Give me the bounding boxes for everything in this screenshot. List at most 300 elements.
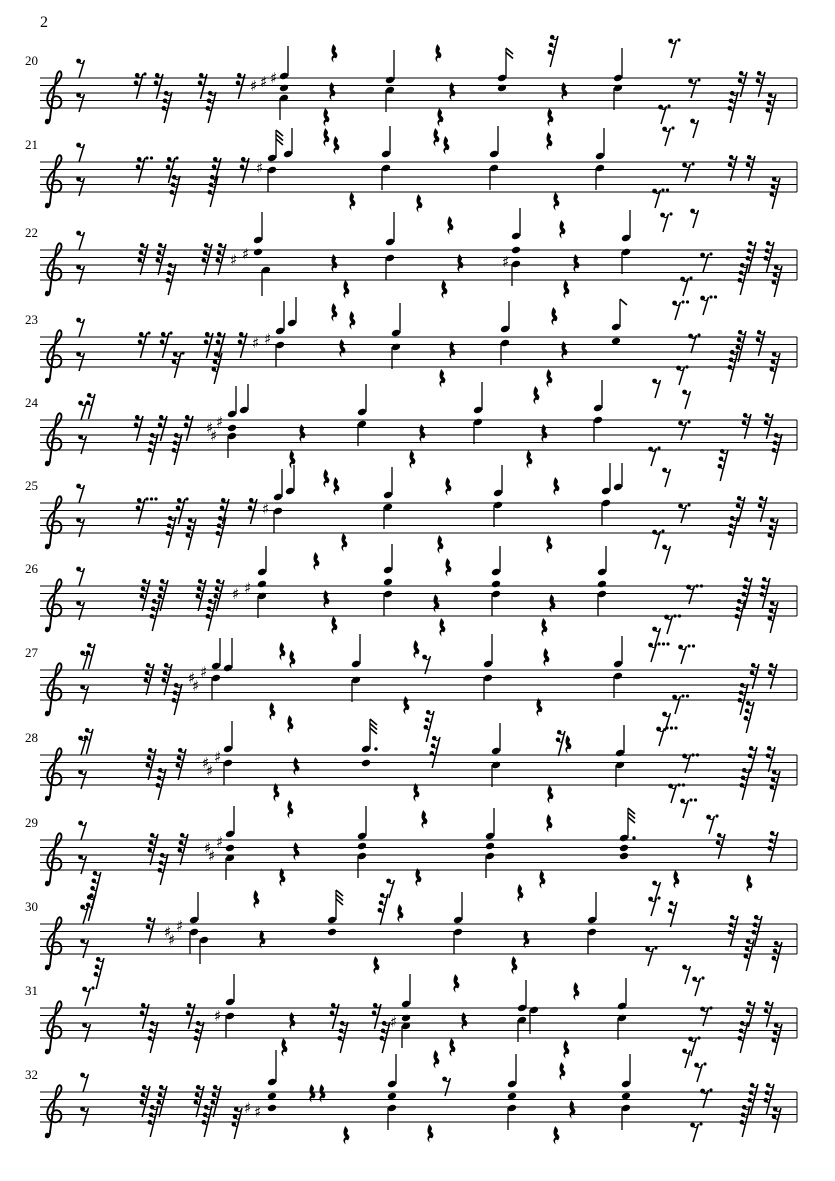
page-number: 2: [40, 14, 48, 31]
thirtysecond-rest: [144, 663, 155, 695]
quarter-rest: [437, 108, 443, 127]
thirtysecond-rest: [766, 93, 777, 125]
quarter-rest: [331, 616, 337, 635]
eighth-rest: [694, 1062, 706, 1082]
quarter-rest: [547, 108, 553, 127]
eighth-rest: [652, 379, 660, 398]
thirtysecond-rest: [206, 599, 217, 631]
sharp-accidental: ♯: [232, 585, 240, 603]
thirtysecond-rest: [138, 243, 149, 275]
thirtysecond-rest: [772, 941, 783, 973]
eighth-rest: [658, 104, 670, 124]
thirtysecond-rest: [166, 263, 177, 295]
chord: [517, 980, 527, 1042]
sixteenth-rest: [772, 1107, 781, 1133]
quarter-rest: [546, 535, 552, 554]
eighth-rest: [76, 601, 84, 620]
augmentation-dot: [169, 331, 172, 334]
sharp-accidental: ♯: [188, 669, 196, 687]
augmentation-dot: [657, 896, 660, 899]
sixteenth-rest: [140, 1003, 149, 1029]
quarter-rest: [331, 44, 337, 63]
sharp-accidental: ♯: [390, 1013, 398, 1031]
eighth-rest: [76, 265, 84, 284]
thirtysecond-rest: [156, 243, 167, 275]
chord: [381, 126, 391, 190]
augmentation-dot: [714, 295, 717, 298]
augmentation-dot: [674, 726, 677, 729]
augmentation-dot: [657, 446, 660, 449]
thirtysecond-rest: [162, 663, 173, 695]
thirtysecond-rest: [770, 770, 781, 802]
eighth-rest: [78, 435, 86, 454]
staff-system-28: [25, 710, 797, 804]
augmentation-dot: [147, 331, 150, 334]
thirtysecond-rest: [738, 1021, 749, 1053]
thirtysecond-rest: [738, 263, 749, 295]
quarter-rest: [279, 642, 285, 661]
augmentation-dot: [667, 104, 670, 107]
augmentation-dot: [697, 1036, 700, 1039]
eighth-rest: [82, 1023, 90, 1042]
eighth-rest: [442, 1077, 450, 1096]
quarter-rest: [449, 341, 455, 360]
notehead: [619, 852, 629, 861]
sharp-accidental: ♯: [204, 839, 212, 857]
quarter-rest: [279, 868, 285, 887]
quarter-rest: [559, 1062, 565, 1081]
chord: [211, 638, 221, 700]
notehead: [253, 248, 263, 257]
chord: [587, 892, 597, 954]
thirtysecond-rest: [216, 516, 227, 548]
augmentation-dot: [687, 503, 690, 506]
thirtysecond-rest: [148, 833, 159, 865]
eighth-rest: [672, 300, 689, 320]
staff-system-23: [25, 295, 797, 409]
augmentation-dot: [145, 497, 148, 500]
eighth-rest: [76, 484, 84, 503]
quarter-rest: [563, 1040, 569, 1059]
chord: [227, 386, 237, 458]
chord: [385, 50, 395, 112]
eighth-rest: [78, 770, 86, 789]
augmentation-dot: [689, 276, 692, 279]
quarter-rest: [419, 424, 425, 443]
thirtysecond-rest: [338, 1021, 349, 1053]
chord: [383, 467, 393, 529]
sharp-accidental: ♯: [168, 931, 176, 949]
quarter-rest: [413, 783, 419, 802]
quarter-rest: [299, 424, 305, 443]
chord: [383, 544, 393, 616]
thirtysecond-rest: [378, 893, 389, 925]
notehead: [383, 578, 393, 587]
eighth-rest: [78, 821, 86, 840]
eighth-rest: [688, 78, 700, 98]
thirtysecond-rest: [232, 1107, 243, 1139]
sixteenth-rest: [248, 498, 257, 524]
eighth-rest: [656, 726, 677, 746]
chord: [357, 384, 367, 446]
quarter-rest: [409, 450, 415, 469]
notehead: [225, 844, 235, 853]
treble-clef-icon: [45, 748, 62, 800]
quarter-rest: [287, 800, 293, 819]
eighth-rest: [662, 468, 670, 487]
augmentation-dot: [709, 1006, 712, 1009]
eighth-rest: [76, 567, 84, 586]
quarter-rest: [323, 128, 329, 147]
quarter-rest: [339, 339, 345, 358]
augmentation-dot: [691, 162, 694, 165]
chord: [267, 130, 283, 192]
treble-clef-icon: [45, 71, 62, 123]
thirtysecond-rest: [212, 352, 223, 384]
quarter-rest: [333, 136, 339, 155]
measure-number: 30: [25, 899, 38, 914]
augmentation-dot: [632, 836, 635, 839]
chord: [239, 384, 249, 414]
augmentation-dot: [143, 72, 146, 75]
quarter-rest: [551, 307, 557, 326]
measure-number: 27: [25, 645, 38, 660]
chord: [619, 808, 636, 860]
chord: [223, 638, 233, 672]
chord: [593, 380, 603, 442]
sharp-accidental: ♯: [210, 427, 218, 445]
quarter-rest: [349, 311, 355, 330]
measure-number: 20: [25, 53, 38, 68]
quarter-rest: [511, 956, 517, 975]
chord: [257, 546, 267, 618]
quarter-rest: [289, 1012, 295, 1031]
quarter-rest: [331, 254, 337, 273]
augmentation-dot: [661, 188, 664, 191]
thirtysecond-rest: [735, 599, 746, 631]
quarter-rest: [536, 698, 542, 717]
eighth-rest: [676, 365, 688, 385]
note-flag: [620, 299, 627, 305]
quarter-rest: [563, 280, 569, 299]
chord: [601, 463, 611, 525]
eighth-rest: [422, 655, 430, 674]
augmentation-dot: [673, 614, 676, 617]
sixteenth-rest: [172, 351, 185, 378]
sharp-accidental: ♯: [270, 69, 278, 87]
measure-number: 32: [25, 1067, 38, 1082]
eighth-rest: [690, 209, 698, 228]
chord: [225, 974, 235, 1038]
eighth-rest: [668, 38, 680, 58]
quarter-rest: [541, 618, 547, 637]
augmentation-dot: [150, 156, 153, 159]
quarter-rest: [443, 136, 449, 155]
quarter-rest: [269, 702, 275, 721]
measure-number: 21: [25, 137, 38, 152]
sharp-accidental: ♯: [256, 159, 264, 177]
sharp-accidental: ♯: [260, 73, 268, 91]
chord: [491, 546, 501, 616]
sixteenth-rest: [766, 746, 775, 772]
augmentation-dot: [700, 584, 703, 587]
chord: [189, 892, 199, 954]
quarter-rest: [533, 386, 539, 405]
quarter-rest: [416, 194, 422, 213]
quarter-rest: [445, 477, 451, 496]
chord: [511, 208, 521, 286]
augmentation-dot: [150, 497, 153, 500]
thirtysecond-rest: [770, 352, 781, 384]
thirtysecond-rest: [768, 518, 779, 550]
eighth-rest: [662, 126, 674, 146]
quarter-rest: [457, 254, 463, 273]
augmentation-dot: [694, 798, 697, 801]
eighth-rest: [678, 503, 690, 523]
treble-clef-icon: [45, 1085, 62, 1137]
notehead: [485, 842, 495, 851]
thirtysecond-rest: [150, 599, 161, 631]
notehead: [257, 580, 267, 589]
sharp-accidental: ♯: [206, 762, 214, 780]
thirtysecond-rest: [148, 1105, 159, 1137]
thirtysecond-rest: [742, 577, 753, 609]
quarter-rest: [323, 108, 329, 127]
eighth-rest: [645, 946, 657, 966]
augmentation-dot: [709, 252, 712, 255]
thirtysecond-rest: [211, 1085, 222, 1117]
quarter-rest: [559, 220, 565, 239]
quarter-rest: [526, 450, 532, 469]
sharp-accidental: ♯: [176, 917, 184, 935]
sixteenth-rest: [158, 415, 167, 441]
treble-clef-icon: [45, 330, 62, 382]
notehead: [327, 928, 337, 937]
eighth-rest: [682, 965, 690, 984]
eighth-rest: [700, 295, 717, 315]
thirtysecond-rest: [216, 243, 227, 275]
quarter-rest: [373, 956, 379, 975]
quarter-rest: [415, 868, 421, 887]
treble-clef-icon: [45, 663, 62, 715]
quarter-rest: [553, 1126, 559, 1145]
chord: [361, 719, 378, 767]
chord: [279, 46, 289, 120]
eighth-rest: [82, 986, 94, 1006]
quarter-rest: [397, 904, 403, 923]
treble-clef-icon: [45, 243, 62, 295]
eighth-rest: [700, 252, 712, 272]
thirtysecond-rest: [744, 701, 755, 733]
eighth-rest: [80, 905, 88, 924]
thirtysecond-rest: [166, 516, 177, 548]
sharp-accidental: ♯: [200, 663, 208, 681]
augmentation-dot: [671, 126, 674, 129]
thirtysecond-rest: [146, 748, 157, 780]
notehead: [511, 246, 521, 255]
sixteenth-rest: [134, 415, 143, 441]
eighth-rest: [688, 333, 700, 353]
eighth-rest: [692, 976, 704, 996]
quarter-rest: [449, 82, 455, 101]
eighth-rest: [76, 143, 84, 162]
thirtysecond-rest: [172, 433, 183, 465]
augmentation-dot: [687, 420, 690, 423]
quarter-rest: [289, 650, 295, 669]
chord: [621, 210, 631, 274]
quarter-rest: [287, 715, 293, 734]
sharp-accidental: ♯: [164, 923, 172, 941]
quarter-rest: [439, 618, 445, 637]
notehead: [279, 84, 289, 93]
quarter-rest: [541, 424, 547, 443]
sharp-accidental: ♯: [244, 1099, 252, 1117]
eighth-rest: [690, 119, 698, 138]
notehead: [597, 580, 607, 589]
thirtysecond-rest: [194, 1021, 205, 1053]
eighth-rest: [682, 162, 694, 182]
notehead: [401, 1014, 411, 1023]
augmentation-dot: [682, 783, 685, 786]
chord: [485, 808, 495, 878]
measure-number: 22: [25, 225, 38, 240]
eighth-rest: [76, 231, 84, 250]
quarter-rest: [433, 128, 439, 147]
augmentation-dot: [654, 946, 657, 949]
quarter-rest: [437, 535, 443, 554]
augmentation-dot: [703, 1062, 706, 1065]
measure-number: 25: [25, 478, 38, 493]
augmentation-dot: [181, 351, 184, 354]
quarter-rest: [439, 369, 445, 388]
chord: [267, 1050, 277, 1112]
quarter-rest: [441, 280, 447, 299]
sharp-accidental: ♯: [254, 1103, 262, 1121]
chord: [285, 465, 295, 495]
quarter-rest: [281, 1038, 287, 1057]
thirtysecond-rest: [140, 579, 151, 611]
quarter-rest: [553, 477, 559, 496]
chord: [489, 126, 499, 190]
measure-number: 28: [25, 730, 38, 745]
thirtysecond-rest: [162, 91, 173, 123]
eighth-rest: [678, 420, 690, 440]
sixteenth-rest: [204, 332, 213, 358]
thirtysecond-rest: [728, 350, 739, 382]
sharp-accidental: ♯: [216, 413, 224, 431]
chord: [611, 299, 627, 345]
augmentation-dot: [686, 694, 689, 697]
thirtysecond-rest: [172, 683, 183, 715]
thirtysecond-rest: [764, 1083, 775, 1115]
treble-clef-icon: [45, 155, 62, 207]
augmentation-dot: [691, 753, 694, 756]
staff-system-26: [25, 544, 797, 662]
thirtysecond-rest: [148, 1021, 159, 1053]
augmentation-dot: [709, 295, 712, 298]
chord: [199, 936, 209, 964]
sixteenth-rest: [668, 901, 677, 927]
quarter-rest: [331, 303, 337, 322]
staff-system-21: [25, 119, 797, 232]
augmentation-dot: [697, 333, 700, 336]
thirtysecond-rest: [728, 516, 739, 548]
eighth-rest: [78, 401, 86, 420]
thirtysecond-rest: [728, 91, 739, 123]
sharp-accidental: ♯: [206, 419, 214, 437]
measure-number: 29: [25, 815, 38, 830]
notehead: [267, 1104, 277, 1113]
augmentation-dot: [670, 726, 673, 729]
staff-system-24: [25, 379, 797, 481]
augmentation-dot: [91, 986, 94, 989]
chord: [597, 546, 607, 616]
staff-system-22: [25, 208, 797, 320]
augmentation-dot: [677, 38, 680, 41]
quarter-rest: [349, 192, 355, 211]
thirtysecond-rest: [764, 241, 775, 273]
thirtysecond-rest: [158, 853, 169, 885]
augmentation-dot: [687, 644, 690, 647]
augmentation-dot: [678, 614, 681, 617]
quarter-rest: [449, 1038, 455, 1057]
sharp-accidental: ♯: [264, 330, 272, 348]
quarter-rest: [461, 1012, 467, 1031]
treble-clef-icon: [45, 833, 62, 885]
eighth-rest: [706, 814, 718, 834]
chord: [453, 892, 463, 954]
augmentation-dot: [695, 584, 698, 587]
quarter-rest: [329, 82, 335, 101]
eighth-rest: [80, 1107, 88, 1126]
eighth-rest: [80, 939, 88, 958]
notehead: [497, 84, 507, 93]
quarter-rest: [746, 874, 752, 893]
quarter-rest: [293, 842, 299, 861]
augmentation-dot: [657, 642, 660, 645]
sharp-accidental: ♯: [208, 847, 216, 865]
thirtysecond-rest: [148, 433, 159, 465]
chord: [613, 463, 623, 491]
treble-clef-icon: [45, 413, 62, 465]
thirtysecond-rest: [772, 433, 783, 465]
augmentation-dot: [689, 798, 692, 801]
treble-clef-icon: [45, 579, 62, 631]
augmentation-dot: [697, 78, 700, 81]
treble-clef-icon: [45, 1001, 62, 1053]
quarter-rest: [427, 1124, 433, 1143]
sharp-accidental: ♯: [230, 251, 238, 269]
augmentation-dot: [666, 188, 669, 191]
thirtysecond-rest: [178, 833, 189, 865]
eighth-rest: [78, 855, 86, 874]
thirtysecond-rest: [94, 957, 105, 989]
eighth-rest: [660, 212, 672, 232]
eighth-rest: [690, 1122, 702, 1142]
thirtysecond-rest: [196, 579, 207, 611]
augmentation-dot: [692, 644, 695, 647]
quarter-rest: [565, 735, 571, 754]
thirtysecond-rest: [170, 175, 181, 207]
notehead: [361, 759, 371, 768]
quarter-rest: [447, 216, 453, 235]
sixtyfourth-rest: [89, 871, 101, 909]
thirtysecond-rest: [728, 915, 739, 947]
sixteenth-rest: [372, 1003, 381, 1029]
chord: [261, 266, 271, 296]
quarter-rest: [546, 132, 552, 151]
chord: [357, 806, 367, 878]
